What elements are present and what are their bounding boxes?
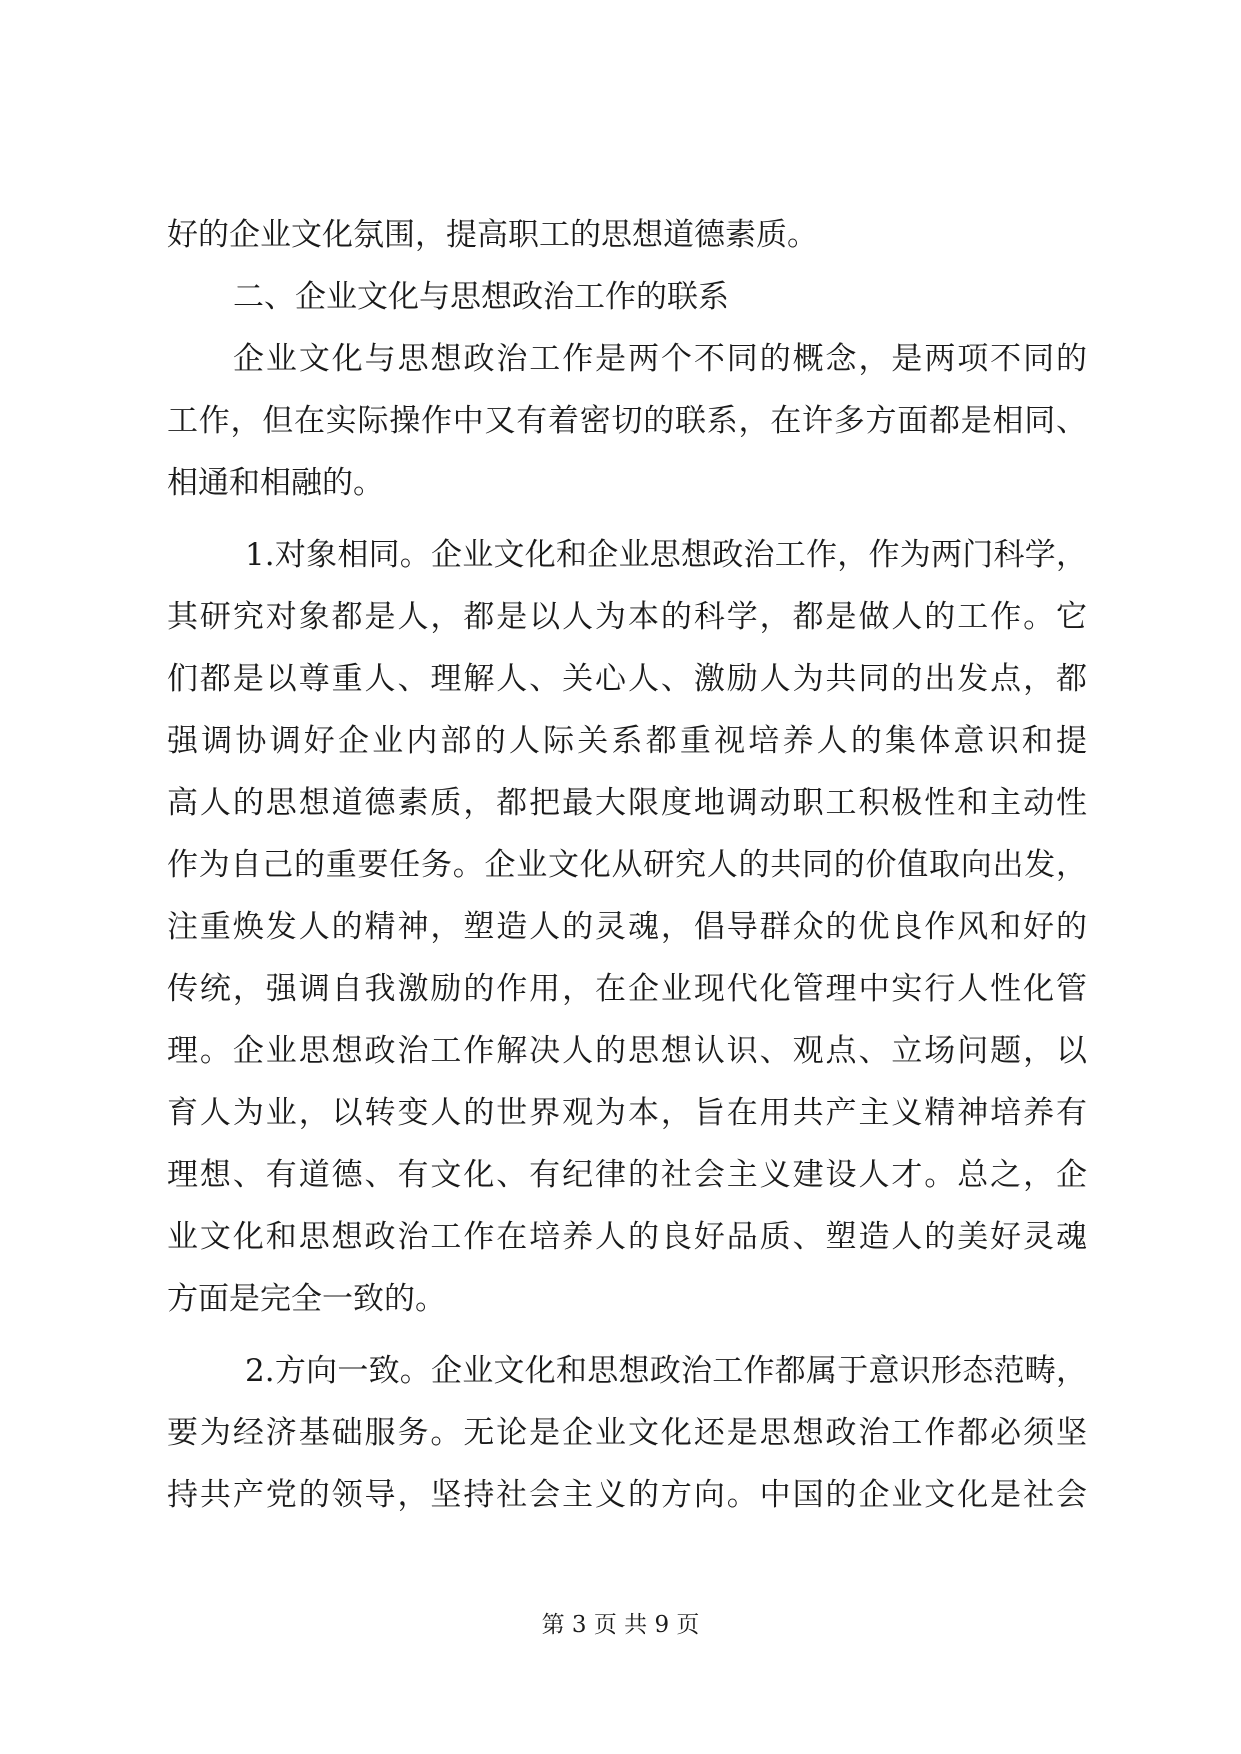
paragraph-line: 育人为业，以转变人的世界观为本，旨在用共产主义精神培养有: [167, 1095, 1087, 1131]
paragraph-line: 业文化和思想政治工作在培养人的良好品质、塑造人的美好灵魂: [167, 1219, 1087, 1255]
paragraph-line: 强调协调好企业内部的人际关系都重视培养人的集体意识和提: [167, 723, 1087, 759]
section-heading: 二、企业文化与思想政治工作的联系: [233, 279, 729, 315]
paragraph-line: 方面是完全一致的。: [167, 1281, 446, 1317]
paragraph-line: 1.对象相同。企业文化和企业思想政治工作，作为两门科学，: [245, 537, 1087, 573]
paragraph-line: 注重焕发人的精神，塑造人的灵魂，倡导群众的优良作风和好的: [167, 909, 1087, 945]
paragraph-line: 理想、有道德、有文化、有纪律的社会主义建设人才。总之，企: [167, 1157, 1087, 1193]
page-number: 第 3 页 共 9 页: [541, 1612, 700, 1638]
paragraph-line: 好的企业文化氛围，提高职工的思想道德素质。: [167, 217, 818, 253]
paragraph-line: 相通和相融的。: [167, 465, 384, 501]
paragraph-line: 们都是以尊重人、理解人、关心人、激励人为共同的出发点，都: [167, 661, 1087, 697]
paragraph-line: 理。企业思想政治工作解决人的思想认识、观点、立场问题，以: [167, 1033, 1087, 1069]
paragraph-line: 作为自己的重要任务。企业文化从研究人的共同的价值取向出发，: [167, 847, 1087, 883]
page-footer: [0, 1610, 1241, 1640]
paragraph-line: 要为经济基础服务。无论是企业文化还是思想政治工作都必须坚: [167, 1415, 1087, 1451]
paragraph-line: 持共产党的领导，坚持社会主义的方向。中国的企业文化是社会: [167, 1477, 1087, 1513]
paragraph-line: 2.方向一致。企业文化和思想政治工作都属于意识形态范畴，: [245, 1353, 1087, 1389]
paragraph-line: 传统，强调自我激励的作用，在企业现代化管理中实行人性化管: [167, 971, 1087, 1007]
paragraph-line: 企业文化与思想政治工作是两个不同的概念，是两项不同的: [233, 341, 1087, 377]
paragraph-line: 高人的思想道德素质，都把最大限度地调动职工积极性和主动性: [167, 785, 1087, 821]
paragraph-line: 工作，但在实际操作中又有着密切的联系，在许多方面都是相同、: [167, 403, 1087, 439]
paragraph-line: 其研究对象都是人，都是以人为本的科学，都是做人的工作。它: [167, 599, 1087, 635]
document-body: [167, 204, 1087, 1526]
